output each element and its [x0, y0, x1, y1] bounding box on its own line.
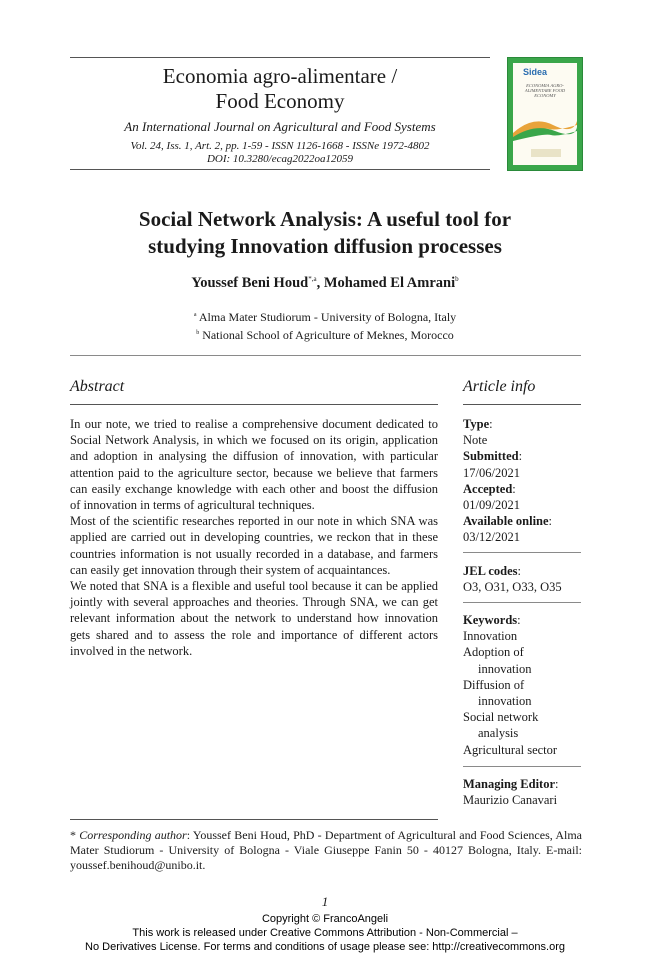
footnote-rule — [70, 819, 438, 820]
keyword-item: Innovation — [463, 629, 518, 644]
online-value: 03/12/2021 — [463, 530, 520, 545]
journal-cover-image — [507, 57, 583, 171]
submitted-row — [463, 448, 581, 464]
article-info-dates — [463, 416, 581, 546]
type-colon: : — [489, 417, 493, 431]
editor-section — [463, 776, 581, 808]
jel-rule — [463, 602, 581, 603]
abstract-heading: Abstract — [70, 378, 125, 395]
cover-inner — [513, 63, 577, 165]
keyword-item: Social network — [463, 710, 539, 725]
accepted-value: 01/09/2021 — [463, 498, 520, 513]
abstract-paragraph-1: In our note, we tried to realise a comprehensive document dedicated to Social Network Analysis, in which we focused on its origin, application and adoption in analysing the diffusion of innovation, with particular attention paid to the agriculture sector, because we believe that farmers can easily exchange knowledge with each other and boost the diffusion of innovation in terms of agricultural techniques. — [70, 417, 438, 513]
authors — [40, 275, 610, 292]
type-row — [463, 416, 581, 432]
jel-row — [463, 563, 581, 579]
affiliation-b — [40, 325, 610, 343]
article-info-rule — [463, 404, 581, 405]
editor-colon: : — [555, 777, 559, 791]
paper-title — [40, 206, 610, 260]
author-1-sup: *,a — [308, 275, 317, 284]
corresponding-author-footnote — [70, 828, 582, 873]
jel-section — [463, 563, 581, 595]
submitted-colon: : — [518, 449, 523, 464]
keyword-item: analysis — [478, 726, 519, 741]
keywords-section — [463, 612, 581, 758]
accepted-label: Accepted — [463, 481, 513, 496]
dates-rule — [463, 552, 581, 553]
cover-wave-graphic — [513, 113, 577, 141]
accepted-colon: : — [512, 481, 516, 496]
jel-value: O3, O31, O33, O35 — [463, 580, 562, 595]
license-notice — [0, 912, 650, 954]
journal-doi: DOI: 10.3280/ecag2022oa12059 — [206, 153, 354, 165]
footnote-label: Corresponding author — [79, 828, 187, 842]
keyword-item: Agricultural sector — [463, 742, 558, 757]
journal-title-line1: Economia agro-alimentare / — [162, 64, 398, 88]
page-number: 1 — [321, 894, 329, 909]
journal-title — [70, 64, 490, 114]
author-2: Mohamed El Amrani — [323, 275, 456, 291]
abstract-paragraph-3: We noted that SNA is a flexible and useful tool because it can be applied jointly with several approaches and theories. Through SNA, we can get relevant information about the network to understand how innovation gets shared and to assess the role and importance of different actors involved in the network. — [70, 579, 438, 658]
cover-title: ECONOMIA AGRO-ALIMENTARE FOOD ECONOMY — [524, 83, 566, 98]
title-bottom-rule — [70, 355, 581, 356]
keyword-item: innovation — [478, 661, 532, 676]
author-1: Youssef Beni Houd — [191, 275, 309, 291]
editor-row — [463, 776, 581, 792]
author-separator: , — [316, 275, 324, 291]
author-2-sup: b — [455, 275, 459, 284]
abstract-paragraph-2: Most of the scientific researches reported in our note in which SNA was applied are carried out in developing countries, we reckon that in these countries information is not usually recorded in a database, and farmers can easily get innovation through their system of acquaintances. — [70, 514, 438, 577]
accepted-row — [463, 481, 581, 497]
keyword-item: innovation — [478, 694, 532, 709]
jel-colon: : — [517, 564, 522, 578]
aff-b-sup: b — [196, 330, 200, 336]
editor-label: Managing Editor — [463, 777, 556, 791]
article-info-heading: Article info — [463, 378, 536, 395]
editor-value: Maurizio Canavari — [463, 793, 558, 808]
abstract-rule — [70, 404, 438, 405]
type-value: Note — [463, 433, 488, 448]
cover-logo: Sidea — [523, 67, 548, 77]
cover-publisher-mark — [531, 149, 561, 157]
journal-title-line2: Food Economy — [215, 89, 345, 113]
keyword-item: Adoption of — [463, 645, 524, 660]
aff-b-text: National School of Agriculture of Meknes, Morocco — [202, 328, 454, 342]
aff-a-text: Alma Mater Studiorum - University of Bologna, Italy — [198, 310, 457, 324]
license-line2: This work is released under Creative Commons Attribution - Non-Commercial – — [132, 927, 518, 939]
license-line1: Copyright © FrancoAngeli — [261, 913, 389, 925]
affiliation-a — [40, 307, 610, 325]
paper-title-line1: Social Network Analysis: A useful tool for — [138, 207, 512, 231]
header-bottom-rule — [70, 169, 490, 170]
keywords-colon: : — [517, 613, 521, 627]
keywords-row — [463, 612, 581, 628]
footnote-mark: * — [70, 828, 80, 842]
online-colon: : — [548, 514, 553, 529]
footnote-text: : Youssef Beni Houd, PhD - Department of Agricultural and Food Sciences, Alma Mater Studiorum - University of Bologna - Viale Giuseppe Fanin 50 - 40127 Bologna, Italy. E-mail: youssef.benihoud@unibo.it. — [70, 828, 582, 872]
journal-volume: Vol. 24, Iss. 1, Art. 2, pp. 1-59 - ISSN 1126-1668 - ISSNe 1972-4802 — [130, 140, 430, 152]
license-line3: No Derivatives License. For terms and conditions of usage please see: http://creativecommons.org — [85, 941, 565, 953]
journal-subtitle: An International Journal on Agricultural and Food Systems — [124, 119, 436, 134]
keyword-item: Diffusion of — [463, 677, 525, 692]
type-label: Type — [463, 417, 490, 431]
online-label: Available online — [463, 514, 549, 529]
submitted-label: Submitted — [463, 449, 519, 464]
aff-a-sup: a — [193, 312, 197, 318]
online-row — [463, 513, 581, 529]
keywords-label: Keywords — [463, 613, 518, 627]
affiliations — [40, 307, 610, 343]
keywords-rule — [463, 766, 581, 767]
submitted-value: 17/06/2021 — [463, 465, 520, 480]
paper-title-line2: studying Innovation diffusion processes — [148, 234, 502, 258]
header-top-rule — [70, 57, 490, 58]
abstract-body — [70, 416, 438, 659]
jel-label: JEL codes — [463, 564, 518, 578]
